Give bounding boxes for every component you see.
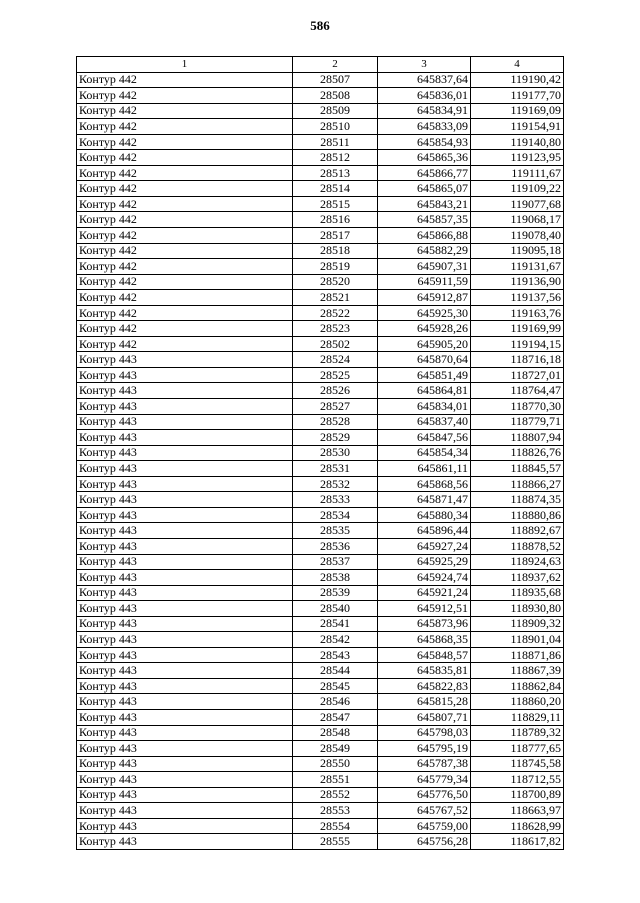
point-number-cell: 28528: [293, 414, 378, 430]
y-coordinate-cell: 119123,95: [471, 150, 564, 166]
contour-name-cell: Контур 443: [77, 507, 293, 523]
table-row: [77, 492, 564, 508]
point-number-cell: 28527: [293, 399, 378, 415]
point-number-cell: 28525: [293, 367, 378, 383]
y-coordinate-cell: 119190,42: [471, 72, 564, 88]
point-number-cell: 28513: [293, 165, 378, 181]
table-row: [77, 570, 564, 586]
y-coordinate-cell: 118930,80: [471, 601, 564, 617]
point-number-cell: 28550: [293, 756, 378, 772]
contour-name-cell: Контур 443: [77, 430, 293, 446]
x-coordinate-cell: 645767,52: [378, 803, 471, 819]
x-coordinate-cell: 645837,40: [378, 414, 471, 430]
x-coordinate-cell: 645868,56: [378, 476, 471, 492]
contour-name-cell: Контур 443: [77, 445, 293, 461]
contour-name-cell: Контур 443: [77, 616, 293, 632]
x-coordinate-cell: 645807,71: [378, 709, 471, 725]
contour-name-cell: Контур 442: [77, 134, 293, 150]
y-coordinate-cell: 118878,52: [471, 538, 564, 554]
point-number-cell: 28542: [293, 632, 378, 648]
x-coordinate-cell: 645843,21: [378, 196, 471, 212]
table-row: [77, 803, 564, 819]
y-coordinate-cell: 118829,11: [471, 709, 564, 725]
x-coordinate-cell: 645854,93: [378, 134, 471, 150]
contour-name-cell: Контур 443: [77, 787, 293, 803]
y-coordinate-cell: 119137,56: [471, 290, 564, 306]
y-coordinate-cell: 118901,04: [471, 632, 564, 648]
contour-name-cell: Контур 443: [77, 476, 293, 492]
point-number-cell: 28553: [293, 803, 378, 819]
point-number-cell: 28543: [293, 647, 378, 663]
y-coordinate-cell: 118700,89: [471, 787, 564, 803]
x-coordinate-cell: 645834,91: [378, 103, 471, 119]
y-coordinate-cell: 118935,68: [471, 585, 564, 601]
x-coordinate-cell: 645857,35: [378, 212, 471, 228]
table-row: [77, 367, 564, 383]
table-row: [77, 507, 564, 523]
point-number-cell: 28539: [293, 585, 378, 601]
x-coordinate-cell: 645787,38: [378, 756, 471, 772]
x-coordinate-cell: 645924,74: [378, 570, 471, 586]
table-row: [77, 430, 564, 446]
x-coordinate-cell: 645912,87: [378, 290, 471, 306]
table-row: [77, 181, 564, 197]
y-coordinate-cell: 118871,86: [471, 647, 564, 663]
point-number-cell: 28549: [293, 741, 378, 757]
y-coordinate-cell: 119136,90: [471, 274, 564, 290]
point-number-cell: 28544: [293, 663, 378, 679]
y-coordinate-cell: 119078,40: [471, 228, 564, 244]
contour-name-cell: Контур 443: [77, 399, 293, 415]
point-number-cell: 28529: [293, 430, 378, 446]
x-coordinate-cell: 645866,77: [378, 165, 471, 181]
table-row: [77, 647, 564, 663]
point-number-cell: 28510: [293, 119, 378, 135]
x-coordinate-cell: 645882,29: [378, 243, 471, 259]
contour-name-cell: Контур 442: [77, 119, 293, 135]
x-coordinate-cell: 645911,59: [378, 274, 471, 290]
table-row: [77, 445, 564, 461]
point-number-cell: 28508: [293, 88, 378, 104]
table-row: [77, 694, 564, 710]
contour-name-cell: Контур 443: [77, 663, 293, 679]
x-coordinate-cell: 645868,35: [378, 632, 471, 648]
contour-name-cell: Контур 443: [77, 414, 293, 430]
y-coordinate-cell: 119109,22: [471, 181, 564, 197]
point-number-cell: 28541: [293, 616, 378, 632]
point-number-cell: 28537: [293, 554, 378, 570]
x-coordinate-cell: 645896,44: [378, 523, 471, 539]
table-row: [77, 119, 564, 135]
x-coordinate-cell: 645795,19: [378, 741, 471, 757]
table-row: [77, 212, 564, 228]
contour-name-cell: Контур 443: [77, 554, 293, 570]
contour-name-cell: Контур 442: [77, 305, 293, 321]
y-coordinate-cell: 119177,70: [471, 88, 564, 104]
point-number-cell: 28534: [293, 507, 378, 523]
point-number-cell: 28554: [293, 818, 378, 834]
contour-name-cell: Контур 443: [77, 492, 293, 508]
column-header-3: 3: [378, 57, 471, 73]
table-row: [77, 709, 564, 725]
y-coordinate-cell: 118727,01: [471, 367, 564, 383]
y-coordinate-cell: 118860,20: [471, 694, 564, 710]
point-number-cell: 28521: [293, 290, 378, 306]
y-coordinate-cell: 119169,09: [471, 103, 564, 119]
y-coordinate-cell: 118880,86: [471, 507, 564, 523]
contour-name-cell: Контур 443: [77, 367, 293, 383]
x-coordinate-cell: 645871,47: [378, 492, 471, 508]
table-row: [77, 290, 564, 306]
y-coordinate-cell: 118745,58: [471, 756, 564, 772]
coordinates-table: [76, 56, 564, 850]
point-number-cell: 28545: [293, 678, 378, 694]
x-coordinate-cell: 645865,36: [378, 150, 471, 166]
point-number-cell: 28518: [293, 243, 378, 259]
y-coordinate-cell: 118779,71: [471, 414, 564, 430]
y-coordinate-cell: 118617,82: [471, 834, 564, 850]
point-number-cell: 28546: [293, 694, 378, 710]
contour-name-cell: Контур 442: [77, 88, 293, 104]
y-coordinate-cell: 119131,67: [471, 259, 564, 275]
y-coordinate-cell: 118826,76: [471, 445, 564, 461]
contour-name-cell: Контур 442: [77, 290, 293, 306]
x-coordinate-cell: 645870,64: [378, 352, 471, 368]
point-number-cell: 28514: [293, 181, 378, 197]
x-coordinate-cell: 645759,00: [378, 818, 471, 834]
point-number-cell: 28516: [293, 212, 378, 228]
x-coordinate-cell: 645837,64: [378, 72, 471, 88]
contour-name-cell: Контур 443: [77, 803, 293, 819]
table-row: [77, 818, 564, 834]
point-number-cell: 28540: [293, 601, 378, 617]
x-coordinate-cell: 645912,51: [378, 601, 471, 617]
table-row: [77, 165, 564, 181]
y-coordinate-cell: 118866,27: [471, 476, 564, 492]
contour-name-cell: Контур 443: [77, 756, 293, 772]
x-coordinate-cell: 645865,07: [378, 181, 471, 197]
table-row: [77, 103, 564, 119]
x-coordinate-cell: 645925,30: [378, 305, 471, 321]
point-number-cell: 28520: [293, 274, 378, 290]
table-row: [77, 554, 564, 570]
point-number-cell: 28522: [293, 305, 378, 321]
table-row: [77, 756, 564, 772]
contour-name-cell: Контур 443: [77, 352, 293, 368]
y-coordinate-cell: 119111,67: [471, 165, 564, 181]
y-coordinate-cell: 119169,99: [471, 321, 564, 337]
x-coordinate-cell: 645851,49: [378, 367, 471, 383]
x-coordinate-cell: 645833,09: [378, 119, 471, 135]
x-coordinate-cell: 645798,03: [378, 725, 471, 741]
y-coordinate-cell: 118770,30: [471, 399, 564, 415]
x-coordinate-cell: 645921,24: [378, 585, 471, 601]
point-number-cell: 28533: [293, 492, 378, 508]
y-coordinate-cell: 119140,80: [471, 134, 564, 150]
y-coordinate-cell: 118663,97: [471, 803, 564, 819]
contour-name-cell: Контур 442: [77, 181, 293, 197]
column-header-2: 2: [293, 57, 378, 73]
x-coordinate-cell: 645822,83: [378, 678, 471, 694]
x-coordinate-cell: 645873,96: [378, 616, 471, 632]
point-number-cell: 28555: [293, 834, 378, 850]
y-coordinate-cell: 118862,84: [471, 678, 564, 694]
table-header-row: [77, 57, 564, 73]
table-row: [77, 834, 564, 850]
table-row: [77, 243, 564, 259]
table-row: [77, 150, 564, 166]
x-coordinate-cell: 645834,01: [378, 399, 471, 415]
contour-name-cell: Контур 443: [77, 585, 293, 601]
contour-name-cell: Контур 443: [77, 678, 293, 694]
column-header-1: 1: [77, 57, 293, 73]
contour-name-cell: Контур 442: [77, 228, 293, 244]
y-coordinate-cell: 118628,99: [471, 818, 564, 834]
point-number-cell: 28502: [293, 336, 378, 352]
contour-name-cell: Контур 443: [77, 461, 293, 477]
y-coordinate-cell: 119163,76: [471, 305, 564, 321]
y-coordinate-cell: 118777,65: [471, 741, 564, 757]
contour-name-cell: Контур 443: [77, 647, 293, 663]
contour-name-cell: Контур 443: [77, 725, 293, 741]
page-number: 586: [310, 18, 330, 33]
contour-name-cell: Контур 442: [77, 212, 293, 228]
contour-name-cell: Контур 442: [77, 196, 293, 212]
y-coordinate-cell: 118764,47: [471, 383, 564, 399]
table-row: [77, 321, 564, 337]
y-coordinate-cell: 119068,17: [471, 212, 564, 228]
table-row: [77, 632, 564, 648]
table-row: [77, 414, 564, 430]
y-coordinate-cell: 118789,32: [471, 725, 564, 741]
point-number-cell: 28517: [293, 228, 378, 244]
point-number-cell: 28526: [293, 383, 378, 399]
contour-name-cell: Контур 443: [77, 601, 293, 617]
table-row: [77, 228, 564, 244]
point-number-cell: 28552: [293, 787, 378, 803]
y-coordinate-cell: 118937,62: [471, 570, 564, 586]
y-coordinate-cell: 118909,32: [471, 616, 564, 632]
point-number-cell: 28524: [293, 352, 378, 368]
point-number-cell: 28509: [293, 103, 378, 119]
contour-name-cell: Контур 443: [77, 383, 293, 399]
x-coordinate-cell: 645880,34: [378, 507, 471, 523]
x-coordinate-cell: 645864,81: [378, 383, 471, 399]
y-coordinate-cell: 119077,68: [471, 196, 564, 212]
contour-name-cell: Контур 443: [77, 570, 293, 586]
contour-name-cell: Контур 443: [77, 834, 293, 850]
point-number-cell: 28515: [293, 196, 378, 212]
table-row: [77, 523, 564, 539]
point-number-cell: 28551: [293, 772, 378, 788]
contour-name-cell: Контур 442: [77, 72, 293, 88]
point-number-cell: 28535: [293, 523, 378, 539]
y-coordinate-cell: 118924,63: [471, 554, 564, 570]
point-number-cell: 28507: [293, 72, 378, 88]
x-coordinate-cell: 645861,11: [378, 461, 471, 477]
column-header-4: 4: [471, 57, 564, 73]
point-number-cell: 28547: [293, 709, 378, 725]
x-coordinate-cell: 645925,29: [378, 554, 471, 570]
y-coordinate-cell: 118892,67: [471, 523, 564, 539]
table-row: [77, 741, 564, 757]
x-coordinate-cell: 645907,31: [378, 259, 471, 275]
table-row: [77, 383, 564, 399]
contour-name-cell: Контур 442: [77, 336, 293, 352]
point-number-cell: 28538: [293, 570, 378, 586]
y-coordinate-cell: 119194,15: [471, 336, 564, 352]
contour-name-cell: Контур 443: [77, 694, 293, 710]
table-row: [77, 787, 564, 803]
y-coordinate-cell: 118845,57: [471, 461, 564, 477]
contour-name-cell: Контур 442: [77, 165, 293, 181]
table-row: [77, 305, 564, 321]
table-row: [77, 585, 564, 601]
table-row: [77, 72, 564, 88]
point-number-cell: 28512: [293, 150, 378, 166]
y-coordinate-cell: 118716,18: [471, 352, 564, 368]
x-coordinate-cell: 645836,01: [378, 88, 471, 104]
table-row: [77, 538, 564, 554]
point-number-cell: 28523: [293, 321, 378, 337]
x-coordinate-cell: 645847,56: [378, 430, 471, 446]
x-coordinate-cell: 645905,20: [378, 336, 471, 352]
point-number-cell: 28511: [293, 134, 378, 150]
x-coordinate-cell: 645854,34: [378, 445, 471, 461]
x-coordinate-cell: 645835,81: [378, 663, 471, 679]
point-number-cell: 28536: [293, 538, 378, 554]
table-row: [77, 259, 564, 275]
contour-name-cell: Контур 443: [77, 741, 293, 757]
point-number-cell: 28530: [293, 445, 378, 461]
point-number-cell: 28519: [293, 259, 378, 275]
table-row: [77, 772, 564, 788]
y-coordinate-cell: 118807,94: [471, 430, 564, 446]
contour-name-cell: Контур 443: [77, 709, 293, 725]
x-coordinate-cell: 645815,28: [378, 694, 471, 710]
contour-name-cell: Контур 442: [77, 321, 293, 337]
contour-name-cell: Контур 443: [77, 632, 293, 648]
table-row: [77, 399, 564, 415]
x-coordinate-cell: 645866,88: [378, 228, 471, 244]
table-row: [77, 352, 564, 368]
table-row: [77, 601, 564, 617]
x-coordinate-cell: 645928,26: [378, 321, 471, 337]
table-body: [77, 72, 564, 849]
x-coordinate-cell: 645848,57: [378, 647, 471, 663]
y-coordinate-cell: 119154,91: [471, 119, 564, 135]
table-row: [77, 461, 564, 477]
point-number-cell: 28532: [293, 476, 378, 492]
contour-name-cell: Контур 442: [77, 274, 293, 290]
y-coordinate-cell: 119095,18: [471, 243, 564, 259]
table-row: [77, 336, 564, 352]
contour-name-cell: Контур 443: [77, 772, 293, 788]
x-coordinate-cell: 645756,28: [378, 834, 471, 850]
table-row: [77, 616, 564, 632]
table-row: [77, 663, 564, 679]
contour-name-cell: Контур 443: [77, 538, 293, 554]
y-coordinate-cell: 118874,35: [471, 492, 564, 508]
contour-name-cell: Контур 442: [77, 243, 293, 259]
y-coordinate-cell: 118712,55: [471, 772, 564, 788]
contour-name-cell: Контур 442: [77, 259, 293, 275]
table-row: [77, 196, 564, 212]
contour-name-cell: Контур 443: [77, 818, 293, 834]
point-number-cell: 28531: [293, 461, 378, 477]
table-row: [77, 134, 564, 150]
table-row: [77, 678, 564, 694]
contour-name-cell: Контур 442: [77, 103, 293, 119]
contour-name-cell: Контур 442: [77, 150, 293, 166]
y-coordinate-cell: 118867,39: [471, 663, 564, 679]
point-number-cell: 28548: [293, 725, 378, 741]
x-coordinate-cell: 645779,34: [378, 772, 471, 788]
table-row: [77, 476, 564, 492]
contour-name-cell: Контур 443: [77, 523, 293, 539]
x-coordinate-cell: 645776,50: [378, 787, 471, 803]
table-row: [77, 725, 564, 741]
x-coordinate-cell: 645927,24: [378, 538, 471, 554]
table-row: [77, 88, 564, 104]
table-row: [77, 274, 564, 290]
